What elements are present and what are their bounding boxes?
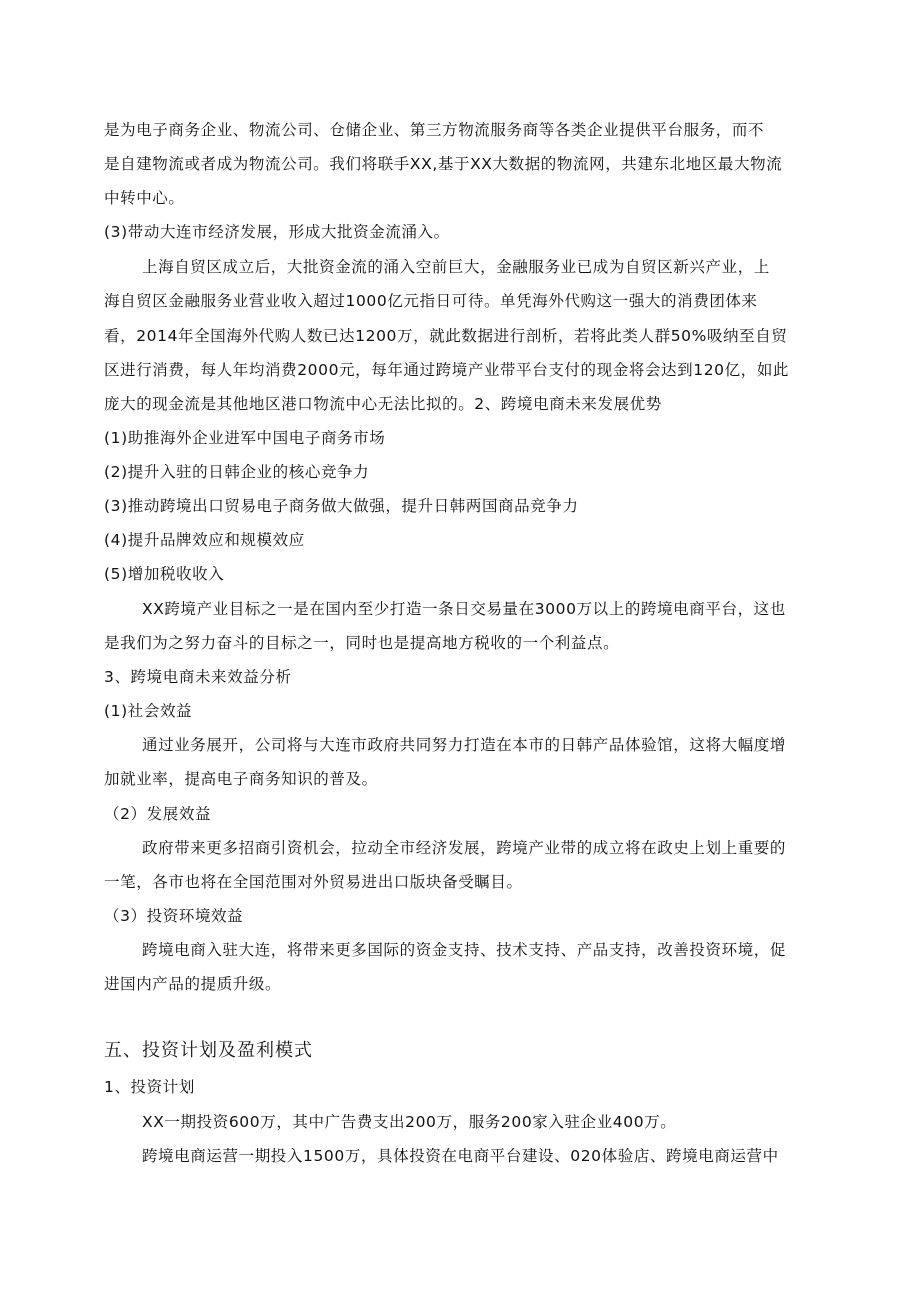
paragraph-line: 进国内产品的提质升级。 <box>104 975 282 993</box>
list-item: （2）发展效益 <box>104 805 212 823</box>
paragraph-line: XX跨境产业目标之一是在国内至少打造一条日交易量在3000万以上的跨境电商平台，这也 <box>142 600 786 618</box>
paragraph-line: 加就业率，提高电子商务知识的普及。 <box>104 770 378 788</box>
paragraph-line: 一笔，各市也将在全国范围对外贸易进出口版块备受瞩目。 <box>104 873 523 891</box>
paragraph-line: 看，2014年全国海外代购人数已达1200万，就此数据进行剖析，若将此类人群50%吸纳至自贸 <box>104 327 788 345</box>
paragraph-line: 跨境电商入驻大连，将带来更多国际的资金支持、技术支持、产品支持，改善投资环境，促 <box>142 941 787 959</box>
section-heading: 1、投资计划 <box>104 1078 195 1096</box>
paragraph-line: 是自建物流或者成为物流公司。我们将联手XX,基于XX大数据的物流网，共建东北地区最大物流 <box>104 155 783 173</box>
paragraph-line: XX一期投资600万，其中广告费支出200万，服务200家入驻企业400万。 <box>142 1113 677 1131</box>
paragraph-line: 跨境电商运营一期投入1500万，具体投资在电商平台建设、020体验店、跨境电商运营中 <box>142 1147 779 1165</box>
paragraph-line: 是我们为之努力奋斗的目标之一，同时也是提高地方税收的一个利益点。 <box>104 634 620 652</box>
list-item: (3)带动大连市经济发展，形成大批资金流涌入。 <box>104 223 450 241</box>
chapter-heading: 五、投资计划及盈利模式 <box>104 1040 313 1061</box>
paragraph-line: 区进行消费，每人年均消费2000元，每年通过跨境产业带平台支付的现金将会达到120亿，如此 <box>104 361 790 379</box>
paragraph-line: 政府带来更多招商引资机会，拉动全市经济发展，跨境产业带的成立将在政史上划上重要的 <box>142 839 787 857</box>
list-item: (3)推动跨境出口贸易电子商务做大做强，提升日韩两国商品竞争力 <box>104 497 579 515</box>
paragraph-line: 通过业务展开，公司将与大连市政府共同努力打造在本市的日韩产品体验馆，这将大幅度增 <box>142 736 787 754</box>
paragraph-line: 上海自贸区成立后，大批资金流的涌入空前巨大，金融服务业已成为自贸区新兴产业，上 <box>142 258 770 276</box>
paragraph-line: 海自贸区金融服务业营业收入超过1000亿元指日可待。单凭海外代购这一强大的消费团体来 <box>104 292 758 310</box>
list-item: (2)提升入驻的日韩企业的核心竞争力 <box>104 463 370 481</box>
list-item: (4)提升品牌效应和规模效应 <box>104 531 305 549</box>
paragraph-line: 庞大的现金流是其他地区港口物流中心无法比拟的。2、跨境电商未来发展优势 <box>104 395 662 413</box>
list-item: (5)增加税收收入 <box>104 565 225 583</box>
list-item: (1)助推海外企业进军中国电子商务市场 <box>104 429 386 447</box>
paragraph-line: 中转中心。 <box>104 189 185 207</box>
list-item: （3）投资环境效益 <box>104 907 244 925</box>
paragraph-line: 是为电子商务企业、物流公司、仓储企业、第三方物流服务商等各类企业提供平台服务，而不 <box>104 121 765 139</box>
list-item: (1)社会效益 <box>104 702 193 720</box>
section-heading: 3、跨境电商未来效益分析 <box>104 668 292 686</box>
